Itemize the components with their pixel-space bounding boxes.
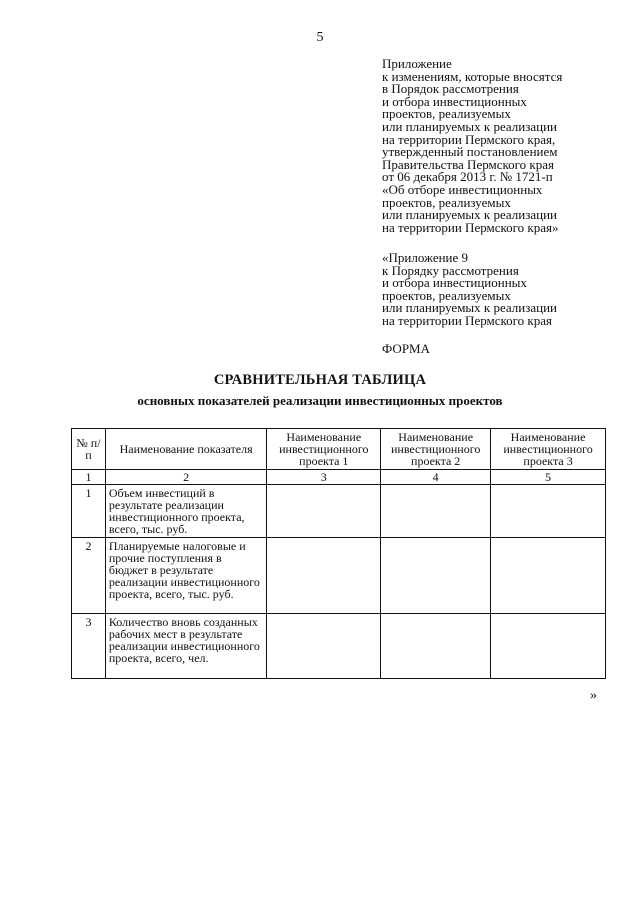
appendix9-header-line: и отбора инвестиционных (382, 275, 527, 291)
appendix-header-line: или планируемых к реализации (382, 207, 558, 223)
column-number-cell: 2 (105, 470, 266, 485)
row-number-cell: 1 (72, 485, 106, 538)
indicator-name-cell: Планируемые налоговые и прочие поступления в бюджет в результате реализации инвестиционного проекта, всего, тыс. руб. (105, 538, 266, 614)
appendix9-header-line: проектов, реализуемых (382, 287, 511, 303)
appendix-header-line: или планируемых к реализации (382, 118, 558, 134)
appendix-header-line: на территории Пермского края» (382, 219, 559, 235)
table-header-row (72, 429, 606, 470)
appendix-header (382, 58, 632, 234)
appendix-header-line: к изменениям, которые вносятся (382, 68, 563, 84)
project-2-value-cell (381, 538, 491, 614)
indicator-name-cell: Количество вновь созданных рабочих мест в результате реализации инвестиционного проекта, всего, чел. (105, 614, 266, 679)
appendix-header-line: проектов, реализуемых (382, 194, 511, 210)
column-number-cell: 4 (381, 470, 491, 485)
appendix-header-line: проектов, реализуемых (382, 106, 511, 122)
header-cell-number: № п/п (72, 429, 106, 470)
header-cell-project-3: Наименование инвестиционного проекта 3 (491, 429, 606, 470)
comparison-table (71, 428, 606, 679)
appendix9-header-line: к Порядку рассмотрения (382, 262, 519, 278)
appendix-header-line: «Об отборе инвестиционных (382, 181, 543, 197)
table-row (72, 538, 606, 614)
appendix9-header-line: «Приложение 9 (382, 250, 469, 265)
column-number-cell: 5 (491, 470, 606, 485)
appendix9-header-line: или планируемых к реализации (382, 300, 558, 316)
appendix-header-line: утвержденный постановлением (382, 144, 558, 160)
form-label: ФОРМА (382, 341, 430, 356)
project-3-value-cell (491, 538, 606, 614)
appendix-header-line: в Порядок рассмотрения (382, 81, 519, 97)
project-1-value-cell (267, 485, 381, 538)
document-title: СРАВНИТЕЛЬНАЯ ТАБЛИЦА (213, 372, 427, 388)
project-2-value-cell (381, 485, 491, 538)
appendix-header-line: и отбора инвестиционных (382, 93, 527, 109)
page-number: 5 (316, 30, 324, 45)
header-cell-project-2: Наименование инвестиционного проекта 2 (381, 429, 491, 470)
table-row (72, 614, 606, 679)
appendix9-header (382, 252, 632, 328)
header-cell-project-1: Наименование инвестиционного проекта 1 (267, 429, 381, 470)
row-number-cell: 2 (72, 538, 106, 614)
project-1-value-cell (267, 538, 381, 614)
row-number-cell: 3 (72, 614, 106, 679)
closing-quote: » (590, 688, 597, 703)
appendix9-header-line: на территории Пермского края (382, 312, 552, 328)
project-1-value-cell (267, 614, 381, 679)
table-row (72, 485, 606, 538)
document-subtitle: основных показателей реализации инвестиционных проектов (137, 393, 503, 408)
project-2-value-cell (381, 614, 491, 679)
column-number-cell: 3 (267, 470, 381, 485)
appendix-header-line: Правительства Пермского края (382, 156, 554, 172)
appendix-header-line: от 06 декабря 2013 г. № 1721-п (382, 169, 553, 185)
project-3-value-cell (491, 485, 606, 538)
column-number-cell: 1 (72, 470, 106, 485)
column-number-row (72, 470, 606, 485)
indicator-name-cell: Объем инвестиций в результате реализации инвестиционного проекта, всего, тыс. руб. (105, 485, 266, 538)
appendix-header-line: Приложение (382, 56, 452, 71)
project-3-value-cell (491, 614, 606, 679)
header-cell-indicator: Наименование показателя (105, 429, 266, 470)
appendix-header-line: на территории Пермского края, (382, 131, 556, 147)
